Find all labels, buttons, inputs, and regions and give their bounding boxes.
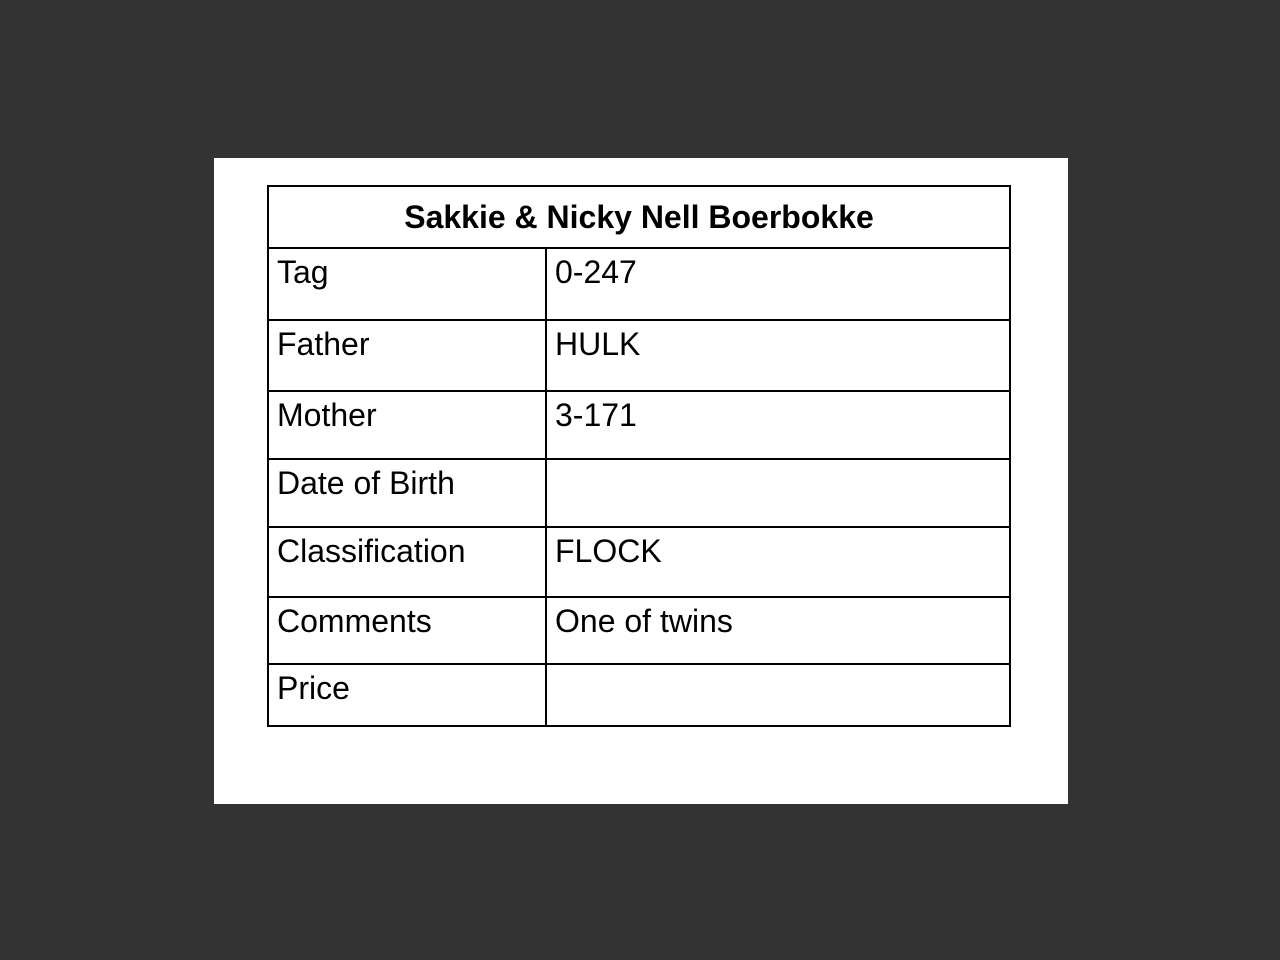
row-value	[546, 459, 1010, 527]
row-value: FLOCK	[546, 527, 1010, 597]
table-title-row	[268, 186, 1010, 248]
row-value	[546, 664, 1010, 726]
table-row-comments	[268, 597, 1010, 664]
table-row-classification	[268, 527, 1010, 597]
table-row-price	[268, 664, 1010, 726]
row-label: Father	[268, 320, 546, 391]
row-value: 0-247	[546, 248, 1010, 320]
row-label: Date of Birth	[268, 459, 546, 527]
row-value: One of twins	[546, 597, 1010, 664]
table-row-mother	[268, 391, 1010, 459]
table-row-father	[268, 320, 1010, 391]
row-label: Comments	[268, 597, 546, 664]
info-table	[267, 185, 1011, 727]
document-sheet	[214, 158, 1068, 804]
table-title: Sakkie & Nicky Nell Boerbokke	[268, 186, 1010, 248]
row-label: Mother	[268, 391, 546, 459]
row-value: 3-171	[546, 391, 1010, 459]
row-label: Price	[268, 664, 546, 726]
table-row-tag	[268, 248, 1010, 320]
table-row-date-of-birth	[268, 459, 1010, 527]
row-value: HULK	[546, 320, 1010, 391]
row-label: Tag	[268, 248, 546, 320]
row-label: Classification	[268, 527, 546, 597]
